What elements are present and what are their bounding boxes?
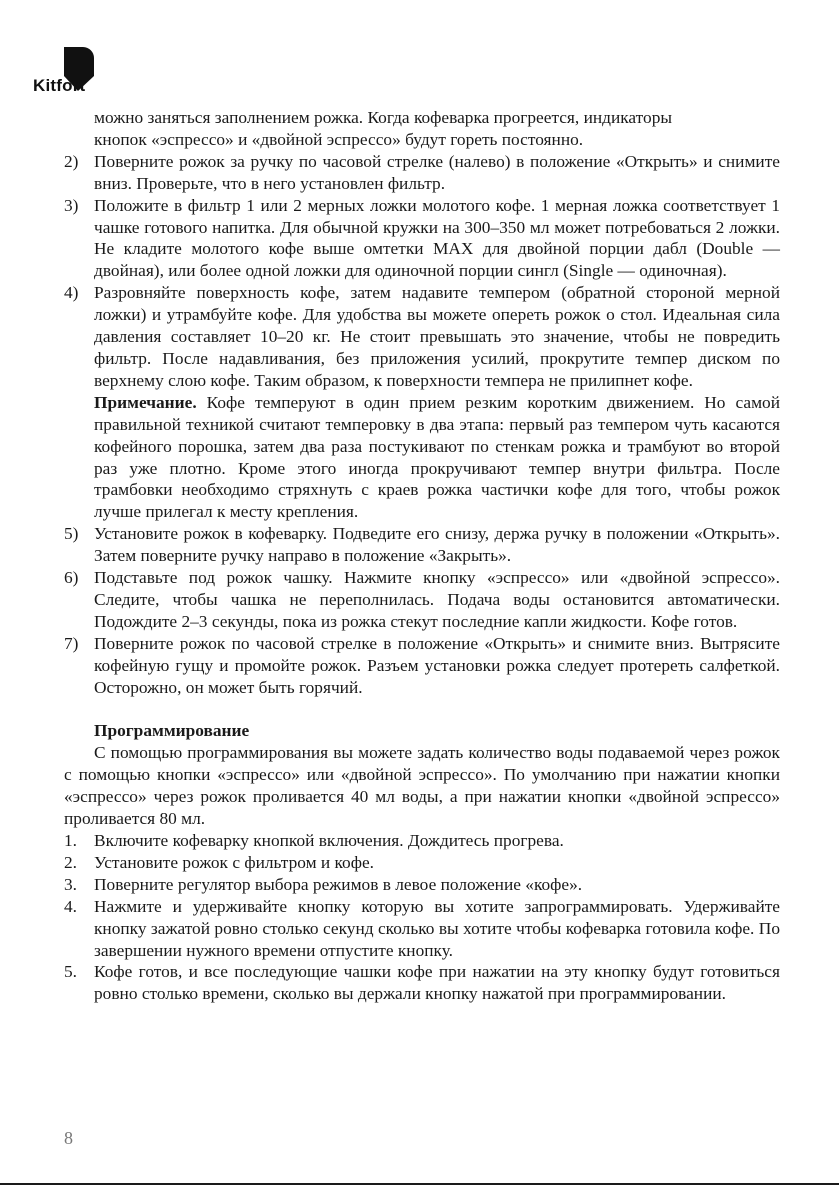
brand-name: Kitfort xyxy=(33,76,86,95)
bottom-rule xyxy=(0,1183,839,1185)
instruction-step xyxy=(64,195,780,283)
instruction-step xyxy=(64,633,780,699)
step-number: 2. xyxy=(64,852,78,872)
step-text: Положите в фильтр 1 или 2 мерных ложки молотого кофе. 1 мерная ложка соответствует 1 чашке готового напитка. Для обычной кружки на 300–350 мл может потребоваться 2 ложки. Не кладите молотого кофе выше омтетки MAX для двойной порции дабл (Double — двойная), или более одной ложки для одиночной порции сингл (Single — одиночная). xyxy=(94,195,780,281)
programming-step xyxy=(64,896,780,962)
step-text: Поверните рожок по часовой стрелке в положение «Открыть» и снимите вниз. Вытрясите кофейную гущу и промойте рожок. Разъем установки рожка следует протереть салфеткой. Осторожно, он может быть горячий. xyxy=(94,633,780,697)
section-heading: Программирование xyxy=(94,721,250,741)
programming-step xyxy=(64,852,780,874)
note-paragraph xyxy=(64,392,780,523)
instruction-step xyxy=(64,523,780,567)
instruction-step xyxy=(64,567,780,633)
instruction-step xyxy=(64,282,780,392)
note-text: Кофе темперуют в один прием резким коротким движением. Но самой правильной техникой считают темперовку в два этапа: первый раз темпером чуть касаются кофейного порошка, затем два раза постукивают по стенкам рожка и трамбуют во второй раз уже плотно. Кроме этого иногда прокручивают темпер внутри фильтра. После трамбовки необходимо стряхнуть с краев рожка частички кофе для того, чтобы рожок лучше прилегал к месту крепления. xyxy=(94,392,780,522)
note-label: Примечание. xyxy=(94,392,197,412)
continuation-line: можно заняться заполнением рожка. Когда кофеварка прогреется, индикаторы xyxy=(94,108,673,127)
step-number: 1. xyxy=(64,831,78,850)
step-text: Нажмите и удерживайте кнопку которую вы хотите запрограммировать. Удерживайте кнопку зажатой ровно столько секунд сколько вы хотите чтобы кофеварка готовила кофе. По завершении нужного времени отпустите кнопку. xyxy=(94,896,780,960)
continuation-line: кнопок «эспрессо» и «двойной эспрессо» будут гореть постоянно. xyxy=(94,129,584,149)
step-number: 4. xyxy=(64,896,78,916)
document-body xyxy=(64,107,780,1005)
step-text: Поверните регулятор выбора режимов в левое положение «кофе». xyxy=(94,874,583,894)
step-number: 5) xyxy=(64,524,79,544)
step-number: 3) xyxy=(64,195,79,215)
step-text: Установите рожок в кофеварку. Подведите его снизу, держа ручку в положении «Открыть». Затем поверните ручку направо в положение «Закрыть». xyxy=(94,524,780,566)
step-number: 4) xyxy=(64,283,79,303)
step-number: 3. xyxy=(64,874,78,894)
step-number: 6) xyxy=(64,568,79,588)
step-text: Кофе готов, и все последующие чашки кофе при нажатии на эту кнопку будут готовиться ровно столько времени, сколько вы держали кнопку нажатой при программировании. xyxy=(94,962,780,1004)
step-text: Подставьте под рожок чашку. Нажмите кнопку «эспрессо» или «двойной эспрессо». Следите, чтобы чашка не переполнилась. Подача воды остановится автоматически. Подождите 2–3 секунды, пока из рожка стекут последние капли жидкости. Кофе готов. xyxy=(94,568,780,631)
step-number: 2) xyxy=(64,151,79,171)
step-text: Установите рожок с фильтром и кофе. xyxy=(94,852,374,872)
step-text: Разровняйте поверхность кофе, затем надавите темпером (обратной стороной мерной ложки) и утрамбуйте кофе. Для удобства вы можете опереть рожок о стол. Идеальная сила давления составляет 10–20 кг. Не стоит превышать это значение, чтобы не повредить фильтр. После надавливания, без приложения усилий, прокрутите темпер диском по верхнему слою кофе. Таким образом, к поверхности темпера не прилипнет кофе. xyxy=(94,283,780,390)
step-number: 5. xyxy=(64,962,78,982)
step-number: 7) xyxy=(64,633,79,653)
instruction-step xyxy=(64,151,780,195)
step-text: Поверните рожок за ручку по часовой стрелке (налево) в положение «Открыть» и снимите вниз. Проверьте, что в него установлен фильтр. xyxy=(94,151,780,193)
programming-step xyxy=(64,830,780,852)
page-number: 8 xyxy=(64,1128,73,1148)
continuation-text xyxy=(64,107,780,151)
step-text: Включите кофеварку кнопкой включения. Дождитесь прогрева. xyxy=(94,831,564,850)
programming-intro: С помощью программирования вы можете задать количество воды подаваемой через рожок с помощью кнопки «эспрессо» или «двойной эспрессо». По умолчанию при нажатии кнопки «эспрессо» через рожок проливается 40 мл воды, а при нажатии кнопки «двойной эспрессо» проливается 80 мл. xyxy=(64,743,780,829)
programming-step xyxy=(64,874,780,896)
programming-step xyxy=(64,961,780,1005)
